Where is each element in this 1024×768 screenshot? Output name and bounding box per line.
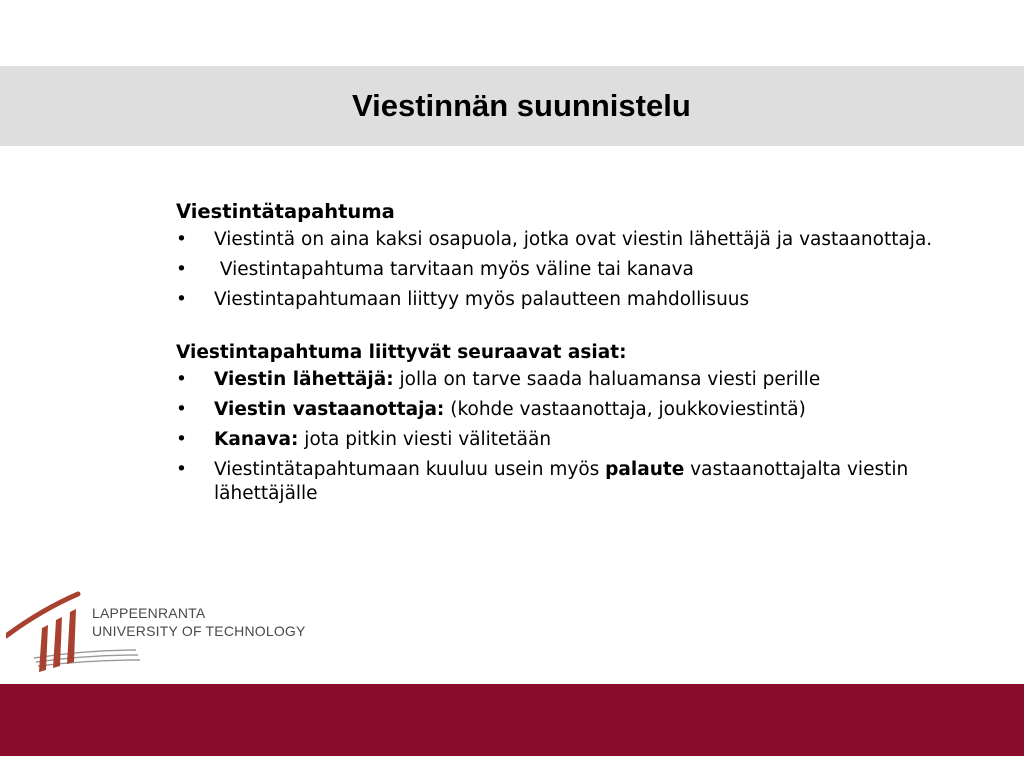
list-item [176, 458, 976, 506]
list-item-text: (kohde vastaanottaja, joukkoviestintä) [444, 399, 806, 420]
list-item [176, 398, 976, 422]
list-item [176, 428, 976, 452]
list-item-text: Viestintätapahtumaan kuuluu usein myös [214, 459, 606, 480]
footer-band [0, 684, 1024, 756]
list-item [176, 288, 976, 312]
logo-line-1: LAPPEENRANTA [92, 605, 206, 621]
list-item-text: Viestintapahtumaan liittyy myös palautteen mahdollisuus [214, 289, 750, 310]
list-item-text: vastaanottajalta viestin lähettäjälle [214, 459, 909, 504]
list-item-term: Viestin lähettäjä: [214, 369, 394, 390]
list-item-term: Kanava: [214, 429, 299, 450]
list-item-term: palaute [605, 459, 685, 480]
bullet-icon: • [176, 459, 187, 480]
slide-content [176, 196, 976, 512]
list-item-text: jolla on tarve saada haluamansa viesti perille [393, 369, 821, 390]
list-item-text: jota pitkin viesti välitetään [298, 429, 552, 450]
logo-line-2: UNIVERSITY OF TECHNOLOGY [92, 623, 306, 639]
list-item [176, 368, 976, 392]
bullet-icon: • [176, 429, 187, 450]
logo-text [92, 604, 306, 640]
bullet-list-2 [176, 368, 976, 506]
list-item [176, 258, 976, 282]
section-heading-1: Viestintätapahtuma [176, 200, 395, 223]
list-item-text: Viestintä on aina kaksi osapuola, jotka ovat viestin lähettäjä ja vastaanottaja. [214, 229, 933, 250]
list-item-term: Viestin vastaanottaja: [214, 399, 445, 420]
bullet-icon: • [176, 399, 187, 420]
list-item-text: Viestintapahtuma tarvitaan myös väline tai kanava [214, 259, 694, 280]
slide-title: Viestinnän suunnistelu [352, 88, 691, 123]
bullet-icon: • [176, 229, 187, 250]
list-item [176, 228, 976, 252]
bullet-icon: • [176, 289, 187, 310]
section-heading-2: Viestintapahtuma liittyvät seuraavat asiat: [176, 342, 627, 363]
bullet-icon: • [176, 259, 187, 280]
bullet-icon: • [176, 369, 187, 390]
bullet-list-1 [176, 228, 976, 312]
